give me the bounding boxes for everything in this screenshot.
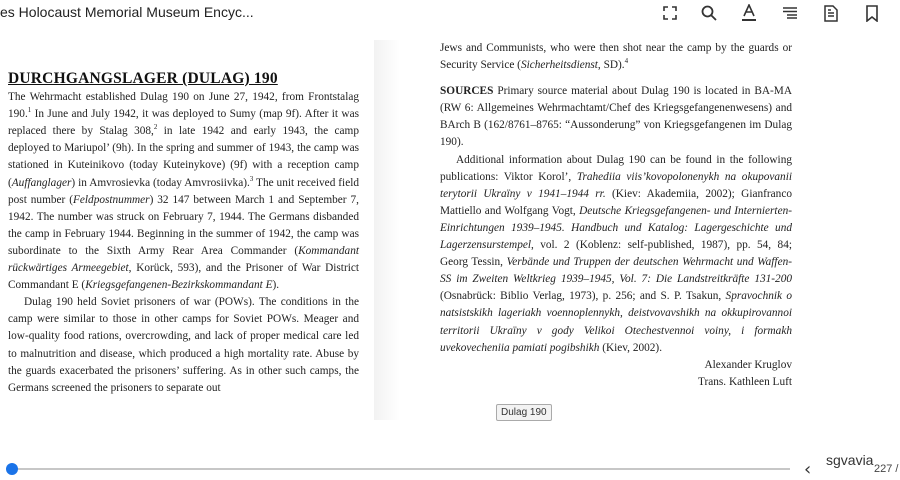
fullscreen-icon[interactable] xyxy=(659,2,681,24)
book-title: es Holocaust Memorial Museum Encyc... xyxy=(0,4,254,20)
paragraph: Jews and Communists, who were then shot near the camp by the guards or Security Service (Sicherheitsdienst, SD).$^4$ xyxy=(440,42,792,72)
right-page xyxy=(432,30,798,422)
paragraph: The Wehrmacht established Dulag 190 on June 27, 1942, from Frontstalag 190.$^1$ In June and July 1942, it was deployed to Sumy (map 9f). After it was replaced there by Stalag 308,$^2$ in late 1942 and early 1943, the camp deployed to Mariupol’ (9h). In the spring and summer of 1943, the camp was stationed in Kuteinikovo (today Kuteinykove) (9f) with a reception camp (Auffanglager) in Amvrosievka (today Amvrosiivka).$^3$ The unit received field post number (Feldpostnummer) 32 147 between March 1 and September 7, 1942. The number was struck on February 7, 1944. The Germans disbanded the camp in February 1944. Beginning in the summer of 1942, the camp was subordinate to the Sixth Army Rear Area Commander (Kommandant rückwärtiges Armeegebiet, Korück, 593), and the Prisoner of War District Commandant E (Kriegsgefangenen-Bezirkskommandant E). xyxy=(8,91,360,292)
toc-icon[interactable] xyxy=(779,2,801,24)
bookmark-icon[interactable] xyxy=(861,2,883,24)
notes-icon[interactable] xyxy=(820,2,842,24)
paragraph: Dulag 190 held Soviet prisoners of war (POWs). The conditions in the camp were similar to those in other camps for Soviet POWs. Meager and low-quality food rations, overcrowding, and lack of proper medical care led to malnutrition and disease, which produced a high mortality rate. Abuse by the guards exacerbated the prisoners’ suffering. As in other such camps, the Germans screened the prisoners to separate out xyxy=(8,296,359,394)
left-page-text xyxy=(8,70,359,397)
page-number: 227 / xyxy=(874,463,899,475)
footnote-ref[interactable]: 4 xyxy=(624,57,629,66)
translator: Trans. Kathleen Luft xyxy=(697,375,792,388)
watermark: sgvavia xyxy=(826,452,874,468)
right-page-text xyxy=(440,40,792,391)
progress-thumb[interactable] xyxy=(6,463,18,475)
font-icon[interactable] xyxy=(738,2,760,24)
search-icon[interactable] xyxy=(698,2,720,24)
author: Alexander Kruglov xyxy=(704,358,792,371)
sources-paragraph: SOURCES Primary source material about Dulag 190 is located in BA-MA (RW 6: Allgemeines Wehrmachtamt/Chef des Kriegsgefangenenwesens) and BArch B (162/8761–8765: “Aussonderung” von Kriegsgefangenen im Dulag 190). xyxy=(440,85,792,149)
reader-toolbar xyxy=(0,0,900,26)
page-gutter xyxy=(374,40,400,420)
footnote-ref[interactable]: 1 xyxy=(27,106,32,115)
progress-slider[interactable] xyxy=(8,468,790,470)
footnote-ref[interactable]: 3 xyxy=(249,174,254,183)
sources-label: SOURCES xyxy=(440,85,494,98)
tooltip: Dulag 190 xyxy=(496,404,552,421)
left-page xyxy=(0,30,368,422)
previous-page-button[interactable]: ‹ xyxy=(804,459,812,480)
paragraph: Additional information about Dulag 190 can be found in the following publications: Viktor Korol’, Trahediia viis’kovopolonenykh na okupovanii terytorii Ukraïny v 1941–1944 rr. (Kiev: Akademiia, 2002); Gianfranco Mattiello and Wolfgang Vogt, Deutsche Kriegsgefangenen- und Internierten-Einrichtungen 1939–1945. Handbuch und Katalog: Lagergeschichte und Lagerzensurstempel, vol. 2 (Koblenz: self-published, 1987), pp. 54, 84; Georg Tessin, Verbände und Truppen der deutschen Wehrmacht und Waffen-SS im Zweiten Weltkrieg 1939–1945, Vol. 7: Die Landstreitkräfte 131-200 (Osnabrück: Biblio Verlag, 1973), p. 256; and S. P. Tsakun, Spravochnik o natsistskikh lageriakh voennoplennykh, deistvovavshikh na okkupirovannoi territorii Ukraïny v gody Velikoi Otechestvennoi voiny, i formakh uvekovecheniia pamiati pogibshikh (Kiev, 2002). xyxy=(440,153,792,354)
footnote-ref[interactable]: 2 xyxy=(153,123,158,132)
article-heading: DURCHGANGSLAGER (DULAG) 190 xyxy=(8,70,278,87)
